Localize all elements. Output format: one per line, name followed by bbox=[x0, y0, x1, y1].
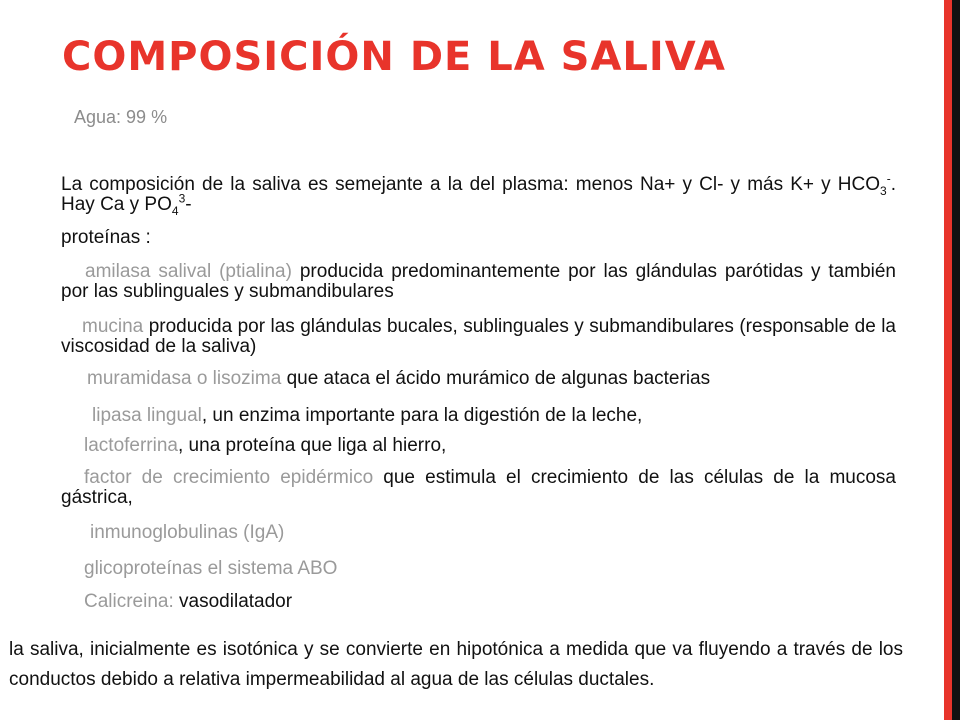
protein-name: mucina bbox=[82, 316, 144, 337]
protein-name: lipasa lingual bbox=[92, 405, 202, 426]
protein-item bbox=[84, 559, 337, 579]
protein-name: inmunoglobulinas (IgA) bbox=[90, 522, 285, 543]
protein-item: mucina producida por las glándulas bucales, sublinguales y submandibulares (responsable de la viscosidad de la saliva) bbox=[61, 316, 896, 357]
intro-text: La composición de la saliva es semejante a la del plasma: menos Na+ y Cl- y más K+ y $HCO_3^-$. Hay Ca y $PO_4^3-$ bbox=[61, 171, 896, 218]
protein-name: Calicreina: bbox=[84, 591, 174, 612]
side-dark-bar bbox=[952, 0, 960, 720]
protein-name: muramidasa o lisozima bbox=[87, 368, 282, 389]
protein-name: glicoproteínas el sistema ABO bbox=[84, 558, 338, 579]
side-accent-bar bbox=[944, 0, 952, 720]
water-content: Agua: 99 % bbox=[74, 107, 168, 127]
slide-title: COMPOSICIÓN DE LA SALIVA bbox=[62, 34, 726, 80]
protein-item: factor de crecimiento epidérmico que estimula el crecimiento de las células de la mucosa gástrica, bbox=[61, 467, 896, 508]
protein-item bbox=[90, 523, 284, 543]
protein-item: muramidasa o lisozima que ataca el ácido murámico de algunas bacterias bbox=[87, 368, 711, 389]
protein-name: amilasa salival (ptialina) bbox=[85, 261, 292, 282]
protein-item: amilasa salival (ptialina) producida predominantemente por las glándulas parótidas y también por las sublinguales y submandibulares bbox=[61, 261, 896, 302]
protein-item: lipasa lingual, un enzima importante para la digestión de la leche, bbox=[92, 405, 643, 426]
isotonic-note: la saliva, inicialmente es isotónica y se convierte en hipotónica a medida que va fluyendo a través de los conductos debido a relativa impermeabilidad al agua de las células ductales. bbox=[9, 639, 903, 690]
protein-item: lactoferrina, una proteína que liga al hierro, bbox=[84, 435, 447, 456]
proteins-label: proteínas : bbox=[61, 227, 151, 248]
protein-name: factor de crecimiento epidérmico bbox=[84, 467, 374, 488]
protein-item: Calicreina: vasodilatador bbox=[84, 591, 293, 612]
protein-name: lactoferrina bbox=[84, 435, 178, 456]
